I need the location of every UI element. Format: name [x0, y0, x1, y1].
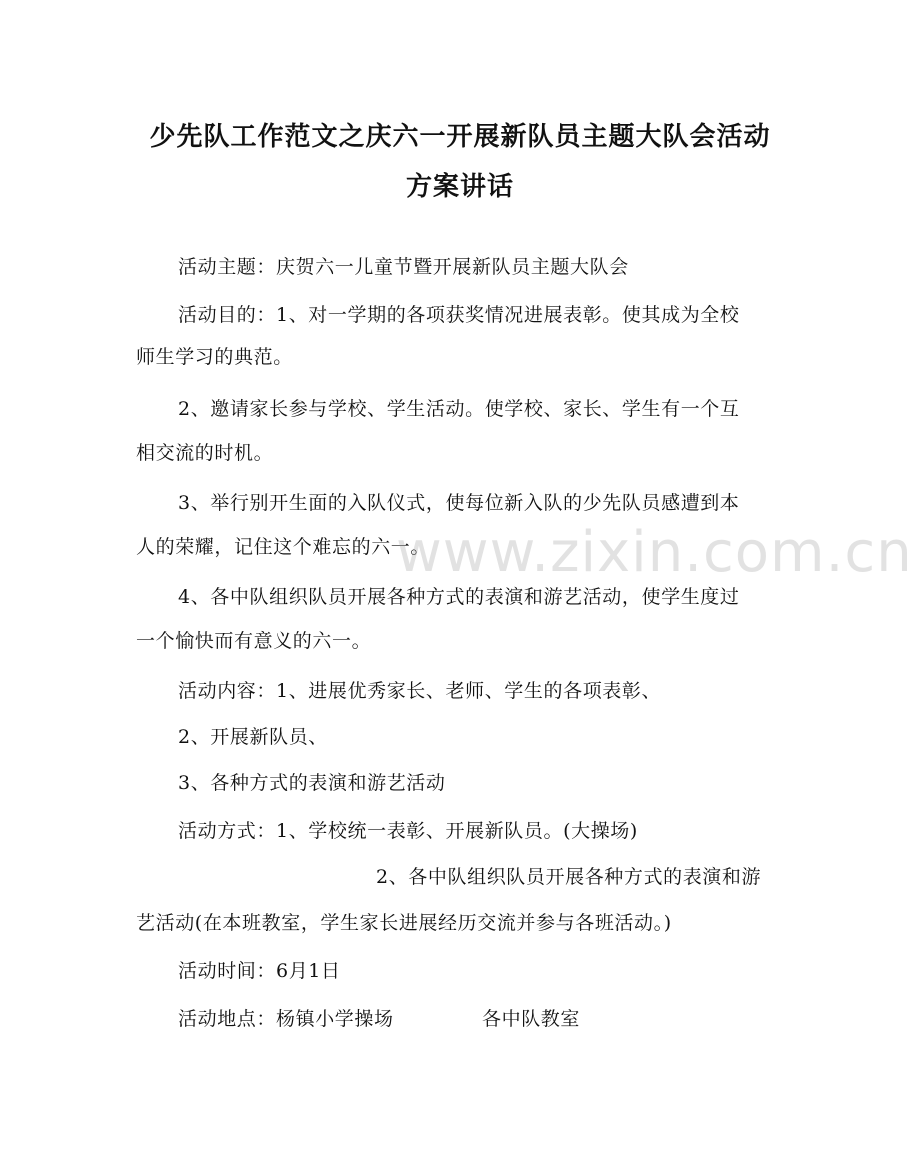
paragraph-item-4-line-1: 4、各中队组织队员开展各种方式的表演和游艺活动，使学生度过: [178, 586, 740, 608]
paragraph-method: 活动方式：1、学校统一表彰、开展新队员。(大操场): [178, 820, 638, 842]
paragraph-location-extra: 各中队教室: [482, 1008, 581, 1030]
watermark-text: www.zixin.com.cn: [396, 520, 913, 585]
paragraph-item-3-line-1: 3、举行别开生面的入队仪式，使每位新入队的少先队员感遭到本: [178, 492, 740, 514]
paragraph-time: 活动时间：6月1日: [178, 960, 341, 982]
paragraph-purpose-line-1: 活动目的：1、对一学期的各项获奖情况进展表彰。使其成为全校: [178, 304, 740, 326]
paragraph-item-2-line-1: 2、邀请家长参与学校、学生活动。使学校、家长、学生有一个互: [178, 398, 740, 420]
document-title-line-2: 方案讲话: [405, 172, 514, 202]
paragraph-item-4-line-2: 一个愉快而有意义的六一。: [136, 630, 372, 652]
paragraph-theme: 活动主题：庆贺六一儿童节暨开展新队员主题大队会: [178, 256, 629, 278]
paragraph-content: 活动内容：1、进展优秀家长、老师、学生的各项表彰、: [178, 680, 662, 702]
paragraph-item-3-line-2: 人的荣耀，记住这个难忘的六一。: [136, 536, 431, 558]
paragraph-item-2-line-2: 相交流的时机。: [136, 442, 274, 464]
paragraph-content-item-2: 2、开展新队员、: [178, 726, 328, 748]
paragraph-location: 活动地点：杨镇小学操场: [178, 1008, 394, 1030]
document-title-line-1: 少先队工作范文之庆六一开展新队员主题大队会活动: [149, 122, 771, 152]
paragraph-content-item-3: 3、各种方式的表演和游艺活动: [178, 772, 446, 794]
paragraph-method-item-2-line-1: 2、各中队组织队员开展各种方式的表演和游: [376, 866, 762, 888]
paragraph-purpose-line-2: 师生学习的典范。: [136, 346, 293, 368]
paragraph-method-item-2-line-2: 艺活动(在本班教室，学生家长进展经历交流并参与各班活动。): [136, 912, 672, 934]
